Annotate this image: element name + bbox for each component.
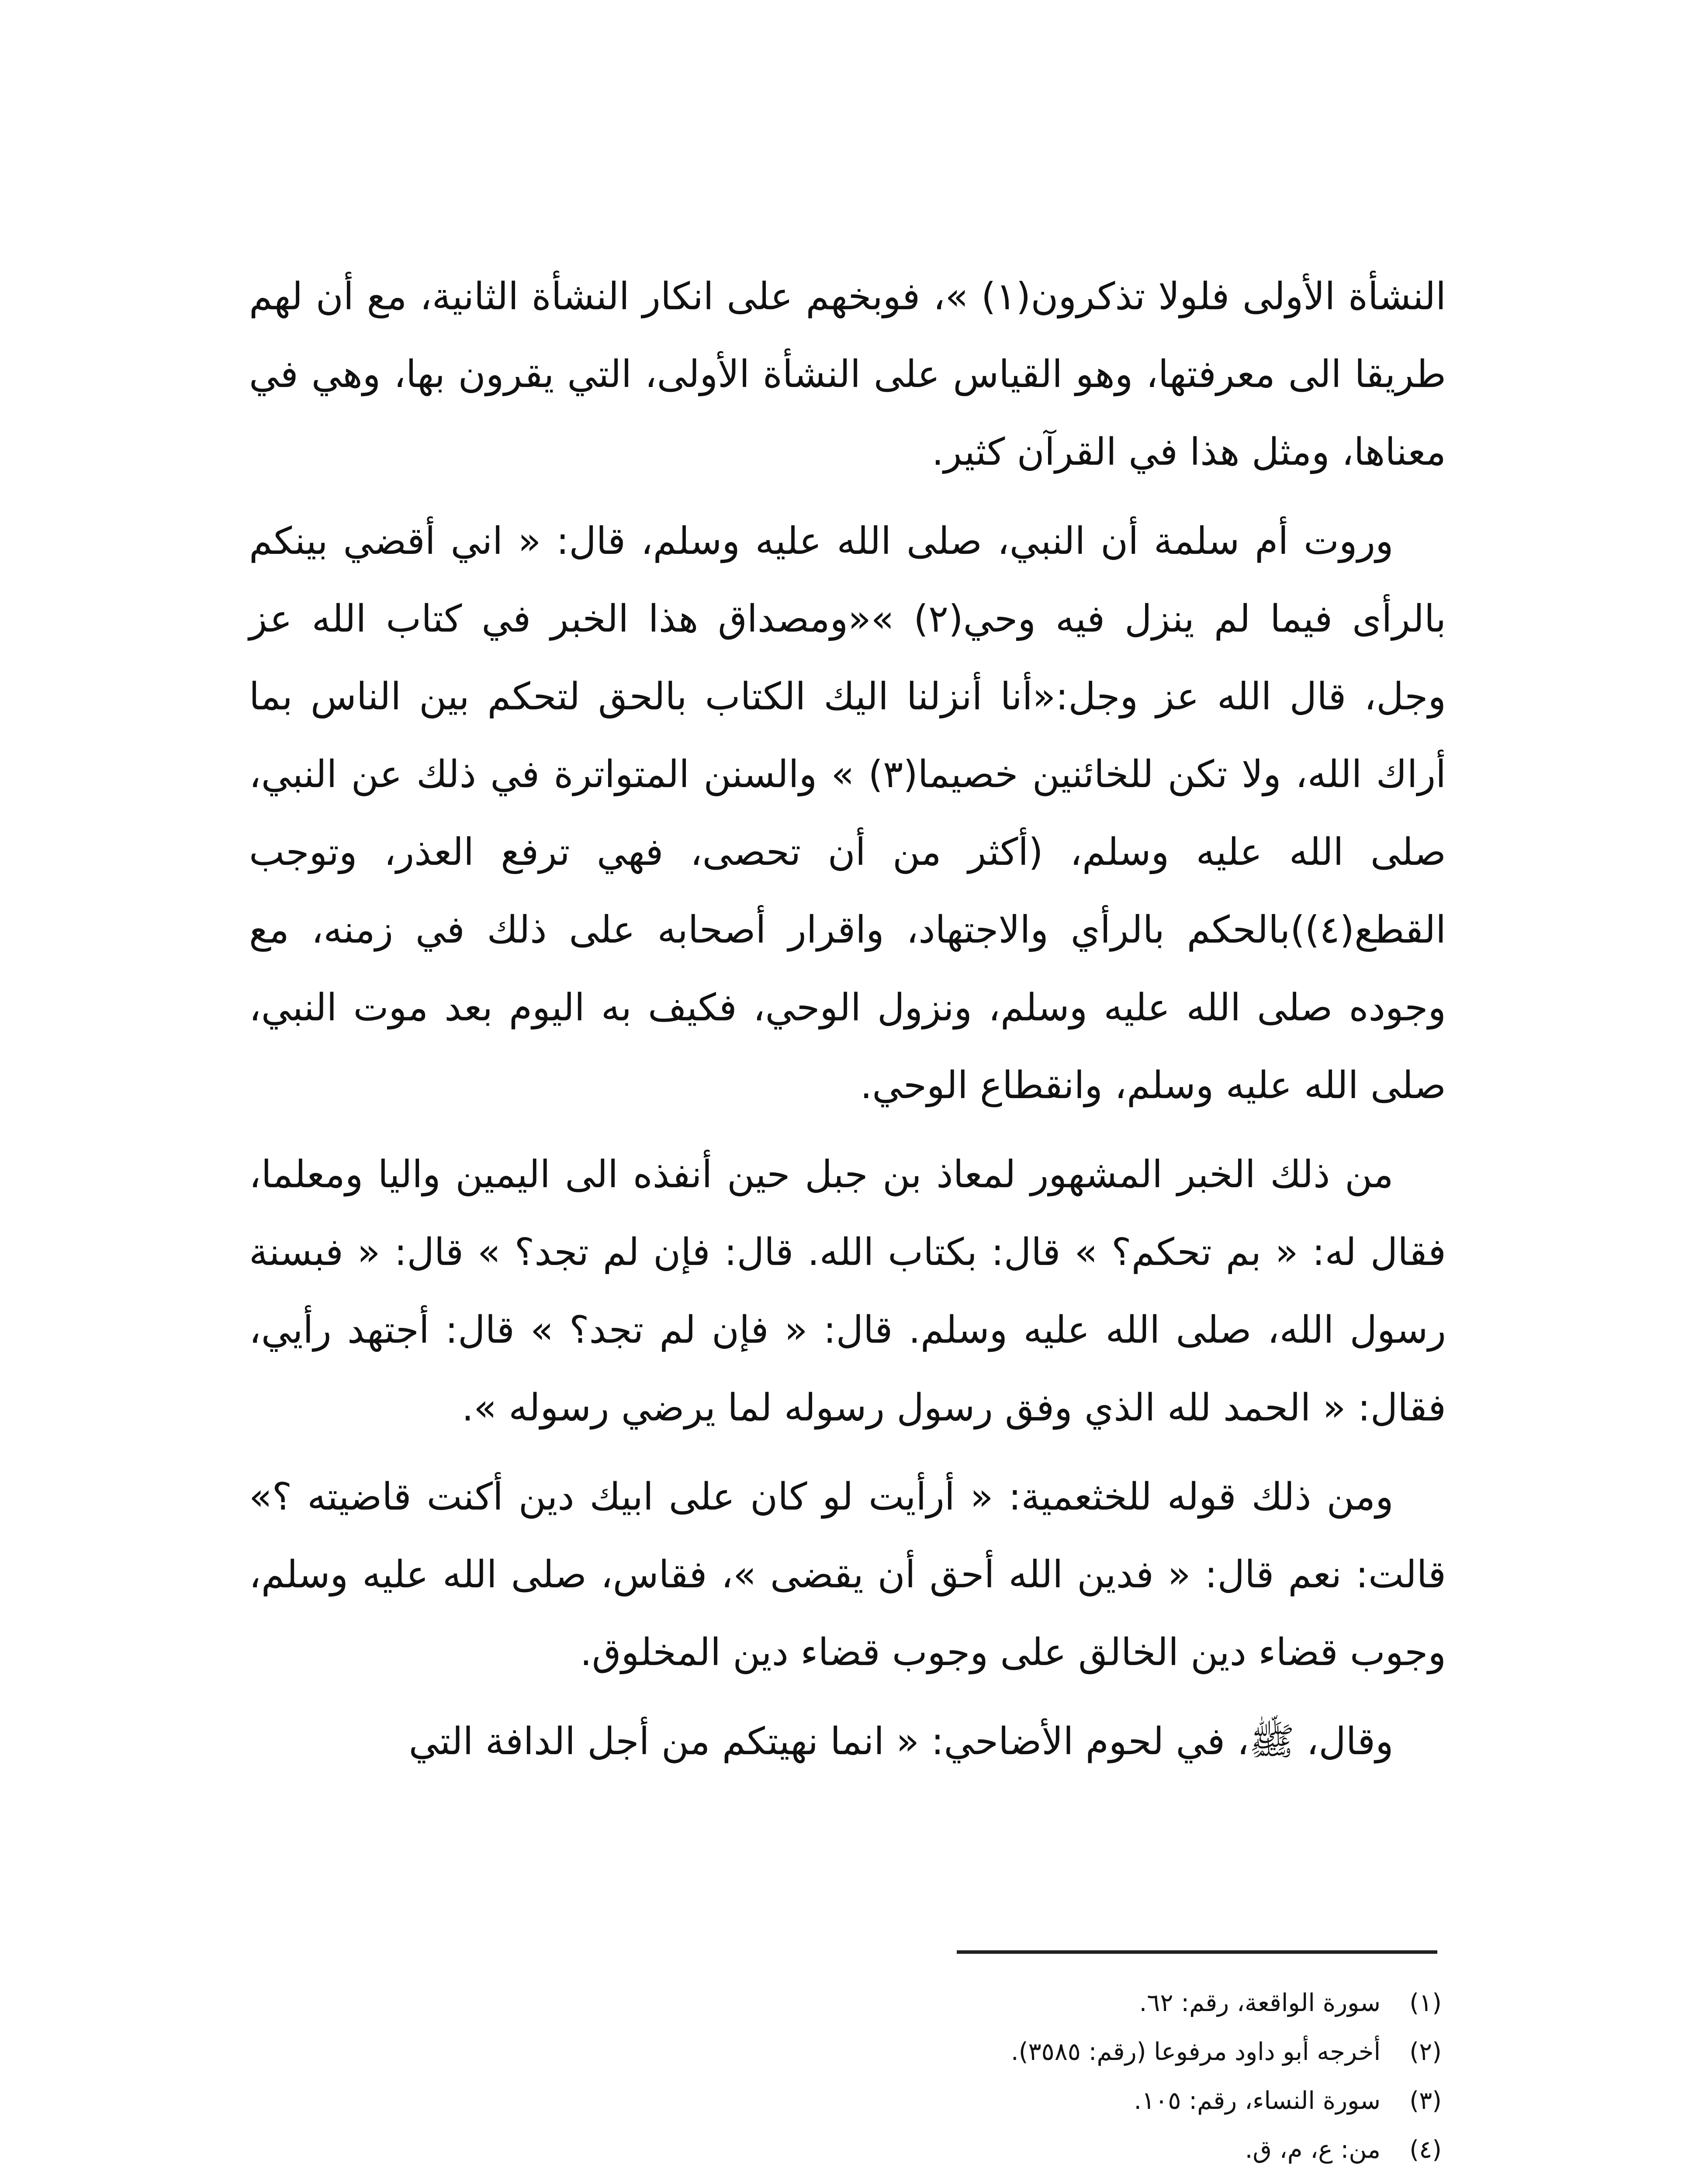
footnote-item xyxy=(655,2077,1442,2125)
footnote-number: (٤) xyxy=(1409,2136,1442,2164)
footnote-number: (٣) xyxy=(1409,2087,1442,2115)
footnote-divider xyxy=(957,1950,1437,1954)
main-text xyxy=(249,258,1446,1792)
paragraph-1: النشأة الأولى فلولا تذكرون(١) »، فوبخهم على انكار النشأة الثانية، مع أن لهم طريقا الى معرفتها، وهو القياس على النشأة الأولى، التي يقرون بها، وهي في معناها، ومثل هذا في القرآن كثير. xyxy=(249,275,1446,474)
paragraph-3: من ذلك الخبر المشهور لمعاذ بن جبل حين أنفذه الى اليمين واليا ومعلما، فقال له: « بم تحكم؟ » قال: بكتاب الله. قال: فإن لم تجد؟ » قال: « فبسنة رسول الله، صلى الله عليه وسلم. قال: « فإن لم تجد؟ » قال: أجتهد رأيي، فقال: « الحمد لله الذي وفق رسول رسوله لما يرضي رسوله ». xyxy=(249,1153,1446,1430)
footnote-item xyxy=(655,2028,1442,2077)
footnote-text: من: ع، م، ق. xyxy=(1245,2136,1381,2164)
footnote-item xyxy=(655,2125,1442,2174)
footnote-item xyxy=(655,1979,1442,2028)
footnote-text: سورة النساء، رقم: ١٠٥. xyxy=(1134,2087,1381,2115)
footnote-text: أخرجه أبو داود مرفوعا (رقم: ٣٥٨٥). xyxy=(1010,2038,1381,2066)
paragraph-2: وروت أم سلمة أن النبي، صلى الله عليه وسلم، قال: « اني أقضي بينكم بالرأى فيما لم ينزل فيه وحي(٢) »«ومصداق هذا الخبر في كتاب الله عز وجل، قال الله عز وجل:«أنا أنزلنا اليك الكتاب بالحق لتحكم بين الناس بما أراك الله، ولا تكن للخائنين خصيما(٣) » والسنن المتواترة في ذلك عن النبي، صلى الله عليه وسلم، (أكثر من أن تحصى، فهي ترفع العذر، وتوجب القطع(٤))بالحكم بالرأي والاجتهاد، واقرار أصحابه على ذلك في زمنه، مع وجوده صلى الله عليه وسلم، ونزول الوحي، فكيف به اليوم بعد موت النبي، صلى الله عليه وسلم، وانقطاع الوحي. xyxy=(249,519,1446,1107)
footnote-number: (٢) xyxy=(1409,2038,1442,2066)
paragraph-5: وقال، ﷺ، في لحوم الأضاحي: « انما نهيتكم من أجل الدافة التي xyxy=(408,1720,1394,1763)
paragraph-4: ومن ذلك قوله للخثعمية: « أرأيت لو كان على ابيك دين أكنت قاضيته ؟» قالت: نعم قال: « فدين الله أحق أن يقضى »، فقاس، صلى الله عليه وسلم، وجوب قضاء دين الخالق على وجوب قضاء دين المخلوق. xyxy=(249,1475,1446,1674)
footnotes xyxy=(655,1979,1442,2174)
footnote-number: (١) xyxy=(1409,1989,1442,2017)
footnote-text: سورة الواقعة، رقم: ٦٢. xyxy=(1139,1989,1381,2017)
